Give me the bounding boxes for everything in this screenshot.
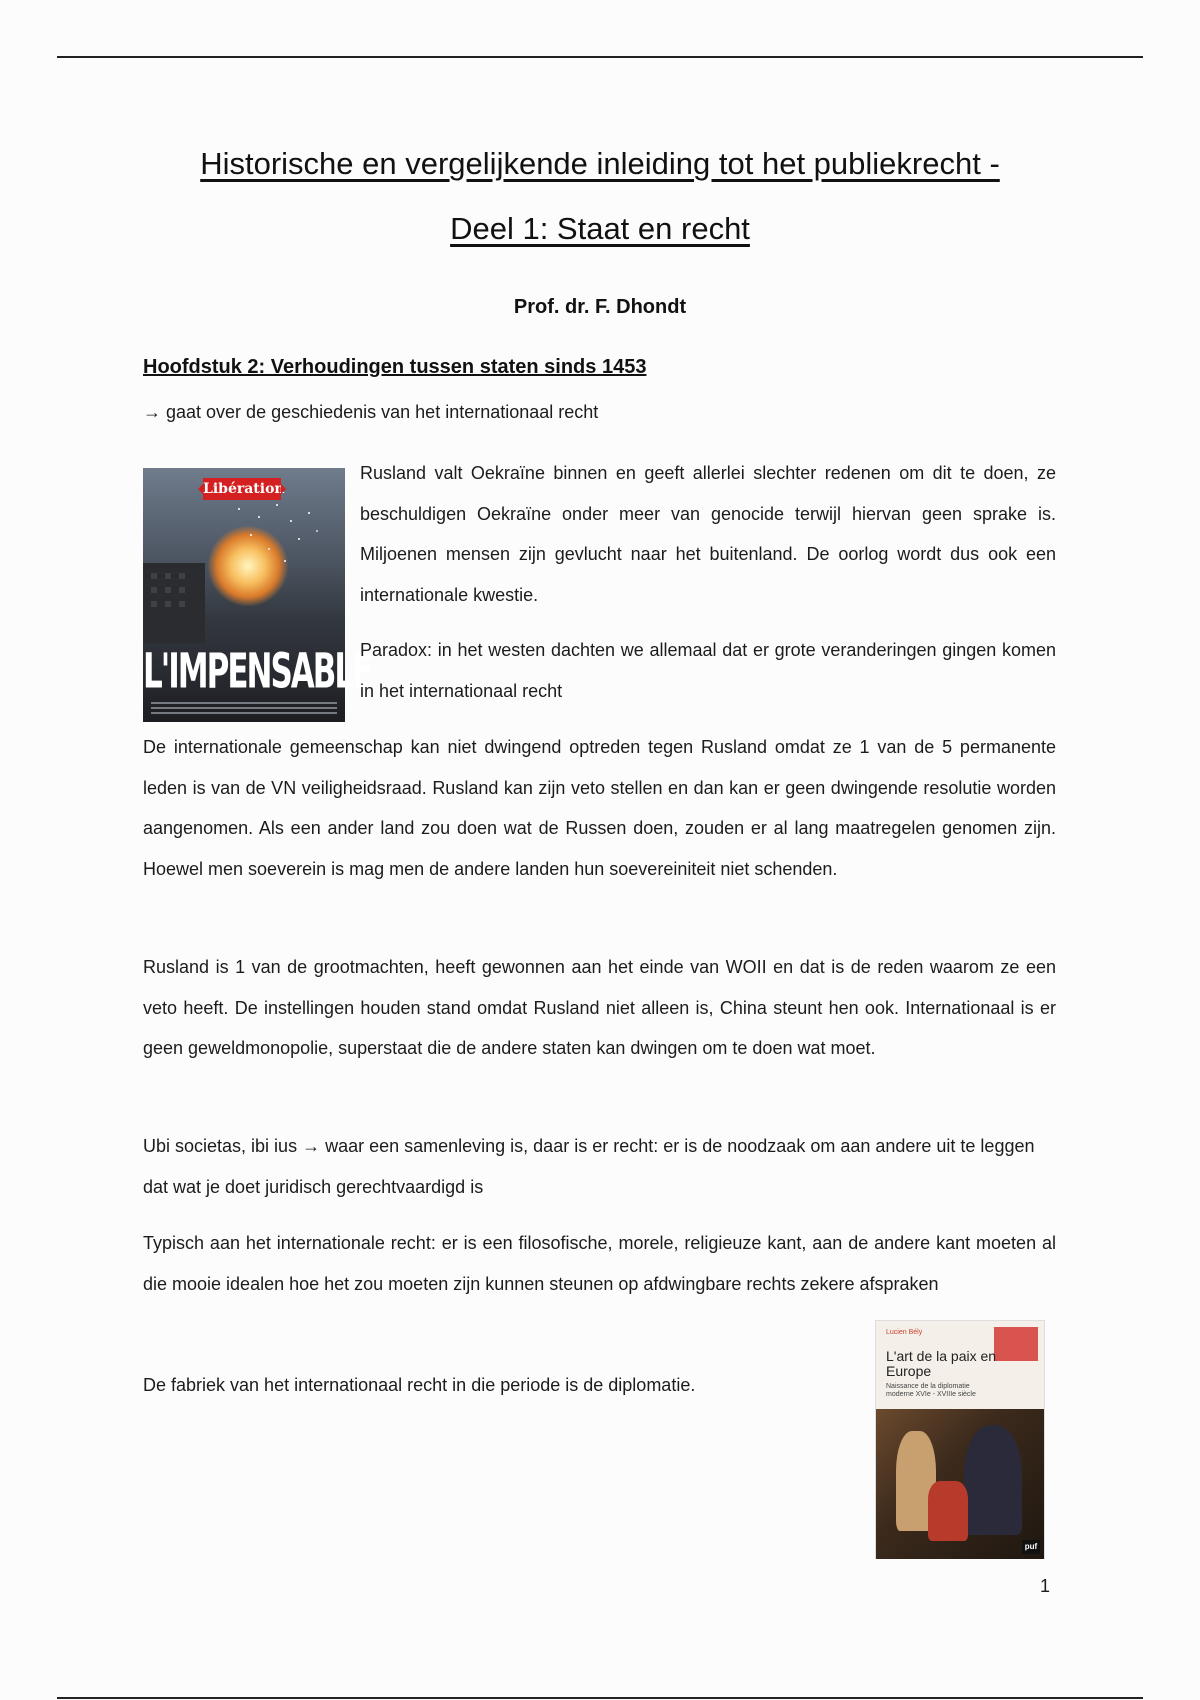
building-graphic — [143, 563, 205, 643]
book-publisher-logo: puf — [1022, 1540, 1040, 1554]
paragraph-3: De internationale gemeenschap kan niet dwingend optreden tegen Rusland omdat ze 1 van de 5 permanente leden is van de VN veiligheidsraad. Rusland kan zijn veto stellen en dan kan er geen dwingende resolutie worden aangenomen. Als een ander land zou doen wat de Russen doen, zouden er al lang maatregelen genomen zijn. Hoewel men soeverein is mag men de andere landen hun soevereiniteit niet schenden. — [143, 737, 1056, 879]
header-rule — [57, 56, 1143, 58]
paragraph-1: Rusland valt Oekraïne binnen en geeft allerlei slechter redenen om dit te doen, ze beschuldigen Oekraïne onder meer van genocide terwijl hiervan geen sprake is. Miljoenen mensen zijn gevlucht naar het buitenland. De oorlog wordt dus ook een internationale kwestie. — [360, 463, 1056, 605]
page-number: 1 — [1040, 1576, 1051, 1596]
paragraph-5: Ubi societas, ibi ius → waar een samenleving is, daar is er recht: er is de noodzaak om aan andere uit te leggen dat wat je doet juridisch gerechtvaardigd is — [143, 1136, 1035, 1197]
paragraph-6: Typisch aan het internationale recht: er is een filosofische, morele, religieuze kant, aan de andere kant moeten al die mooie idealen hoe het zou moeten zijn kunnen steunen op afdwingbare rechts zekere afspraken — [143, 1233, 1056, 1294]
paragraph-2: Paradox: in het westen dachten we allemaal dat er grote veranderingen gingen komen in het internationaal recht — [360, 640, 1056, 701]
intro-line: → gaat over de geschiedenis van het internationaal recht — [143, 402, 599, 422]
newspaper-cover-image — [143, 468, 372, 722]
book-author: Lucien Bély — [886, 1329, 923, 1336]
newspaper-masthead: Libération — [203, 478, 281, 500]
paragraph-4: Rusland is 1 van de grootmachten, heeft gewonnen aan het einde van WOII en dat is de reden waarom ze een veto heeft. De instellingen houden stand omdat Rusland niet alleen is, China steunt hen ook. Internationaal is er geen geweldmonopolie, superstaat die de andere staten kan dwingen om te doen wat moet. — [143, 957, 1056, 1058]
book-subtitle: Naissance de la diplomatie moderne XVIe - XVIIIe siècle — [886, 1383, 976, 1398]
sparks-graphic — [238, 508, 240, 510]
author: Prof. dr. F. Dhondt — [513, 296, 687, 318]
newspaper-fine-print — [151, 702, 337, 716]
page-title-line1: Historische en vergelijkende inleiding tot het publiekrecht - — [200, 146, 1000, 181]
book-title: L'art de la paix en Europe — [886, 1348, 997, 1379]
footer-rule — [57, 1697, 1143, 1699]
book-cover-image — [875, 1320, 1045, 1559]
explosion-graphic — [208, 526, 288, 606]
chapter-heading: Hoofdstuk 2: Verhoudingen tussen staten sinds 1453 — [143, 356, 647, 378]
painting-figure — [928, 1481, 968, 1541]
paragraph-7: De fabriek van het internationaal recht in die periode is de diplomatie. — [143, 1375, 696, 1395]
newspaper-headline: L'IMPENSABLE — [143, 644, 372, 700]
page-title-line2: Deel 1: Staat en recht — [450, 211, 750, 246]
painting-figure — [964, 1425, 1022, 1535]
